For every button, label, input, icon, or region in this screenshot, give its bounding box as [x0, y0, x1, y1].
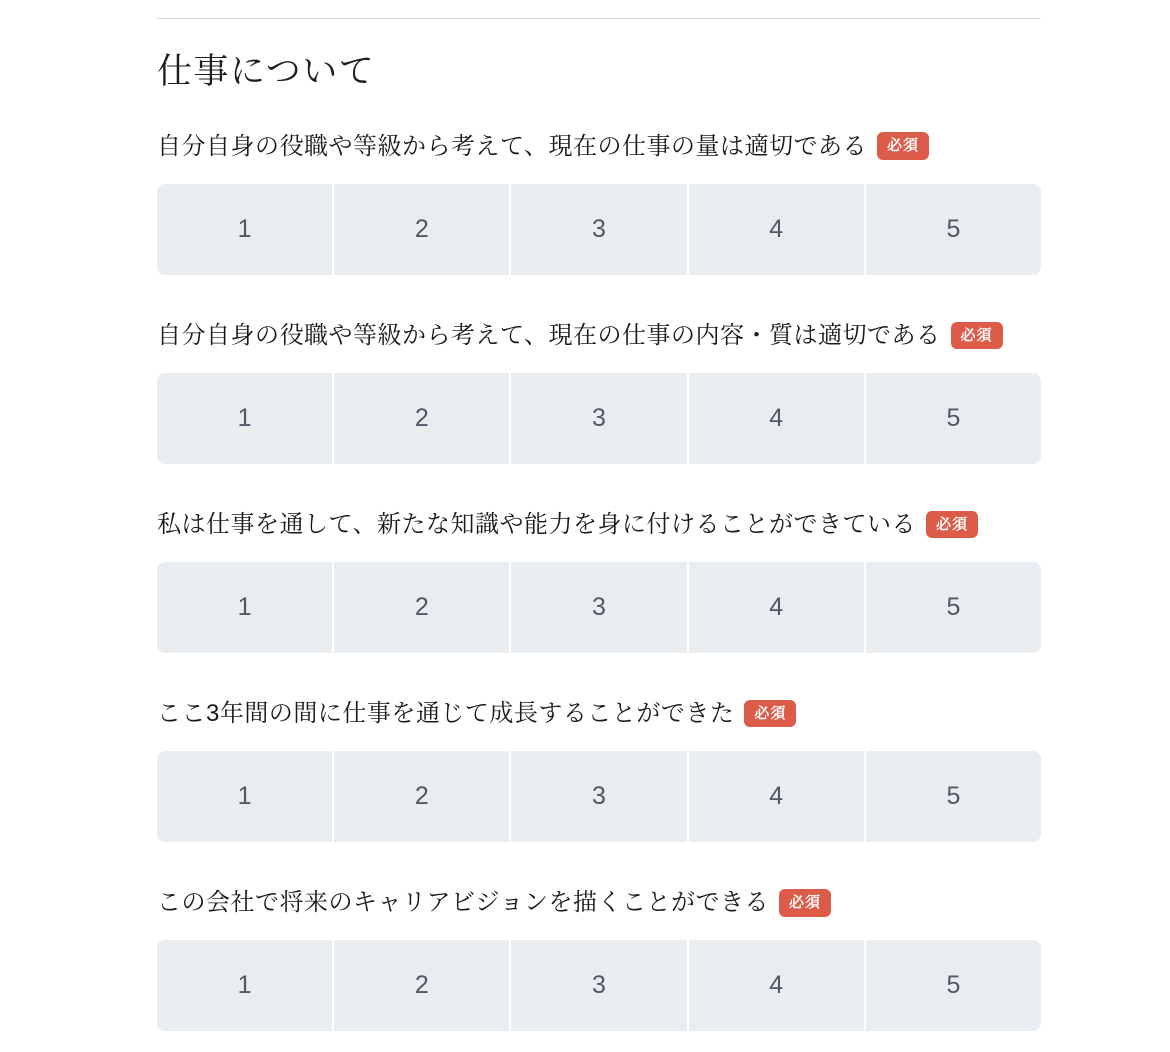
survey-section	[157, 0, 1041, 1031]
question-label: この会社で将来のキャリアビジョンを描くことができる	[157, 889, 770, 917]
question-header	[157, 131, 1041, 162]
required-badge: 必須	[779, 889, 831, 917]
rating-option-3[interactable]: 3	[511, 751, 686, 842]
question-label: 自分自身の役職や等級から考えて、現在の仕事の内容・質は適切である	[157, 321, 941, 349]
question-block-4	[157, 698, 1041, 842]
rating-scale	[157, 184, 1041, 275]
rating-option-3[interactable]: 3	[511, 373, 686, 464]
required-badge: 必須	[744, 700, 796, 728]
question-block-2	[157, 320, 1041, 464]
rating-scale	[157, 751, 1041, 842]
question-header	[157, 698, 1041, 729]
rating-option-4[interactable]: 4	[689, 184, 864, 275]
rating-option-2[interactable]: 2	[334, 751, 509, 842]
rating-option-2[interactable]: 2	[334, 562, 509, 653]
rating-option-5[interactable]: 5	[866, 373, 1041, 464]
rating-option-2[interactable]: 2	[334, 940, 509, 1031]
rating-scale	[157, 562, 1041, 653]
question-header	[157, 320, 1041, 351]
rating-option-5[interactable]: 5	[866, 940, 1041, 1031]
required-badge: 必須	[877, 132, 929, 160]
rating-option-3[interactable]: 3	[511, 562, 686, 653]
question-label: 自分自身の役職や等級から考えて、現在の仕事の量は適切である	[157, 132, 868, 160]
required-badge: 必須	[951, 322, 1003, 350]
rating-scale	[157, 373, 1041, 464]
rating-option-1[interactable]: 1	[157, 373, 332, 464]
question-label: ここ3年間の間に仕事を通じて成長することができた	[157, 700, 735, 728]
rating-option-1[interactable]: 1	[157, 562, 332, 653]
rating-option-2[interactable]: 2	[334, 184, 509, 275]
section-divider	[157, 18, 1041, 19]
question-block-1	[157, 131, 1041, 275]
rating-option-1[interactable]: 1	[157, 751, 332, 842]
rating-option-4[interactable]: 4	[689, 940, 864, 1031]
question-header	[157, 509, 1041, 540]
rating-scale	[157, 940, 1041, 1031]
section-title: 仕事について	[157, 52, 376, 91]
rating-option-5[interactable]: 5	[866, 751, 1041, 842]
rating-option-1[interactable]: 1	[157, 940, 332, 1031]
rating-option-1[interactable]: 1	[157, 184, 332, 275]
question-block-3	[157, 509, 1041, 653]
rating-option-4[interactable]: 4	[689, 562, 864, 653]
rating-option-5[interactable]: 5	[866, 184, 1041, 275]
required-badge: 必須	[926, 511, 978, 539]
rating-option-3[interactable]: 3	[511, 940, 686, 1031]
question-block-5	[157, 887, 1041, 1031]
rating-option-3[interactable]: 3	[511, 184, 686, 275]
rating-option-4[interactable]: 4	[689, 373, 864, 464]
question-header	[157, 887, 1041, 918]
rating-option-5[interactable]: 5	[866, 562, 1041, 653]
question-label: 私は仕事を通して、新たな知識や能力を身に付けることができている	[157, 510, 917, 538]
rating-option-4[interactable]: 4	[689, 751, 864, 842]
rating-option-2[interactable]: 2	[334, 373, 509, 464]
